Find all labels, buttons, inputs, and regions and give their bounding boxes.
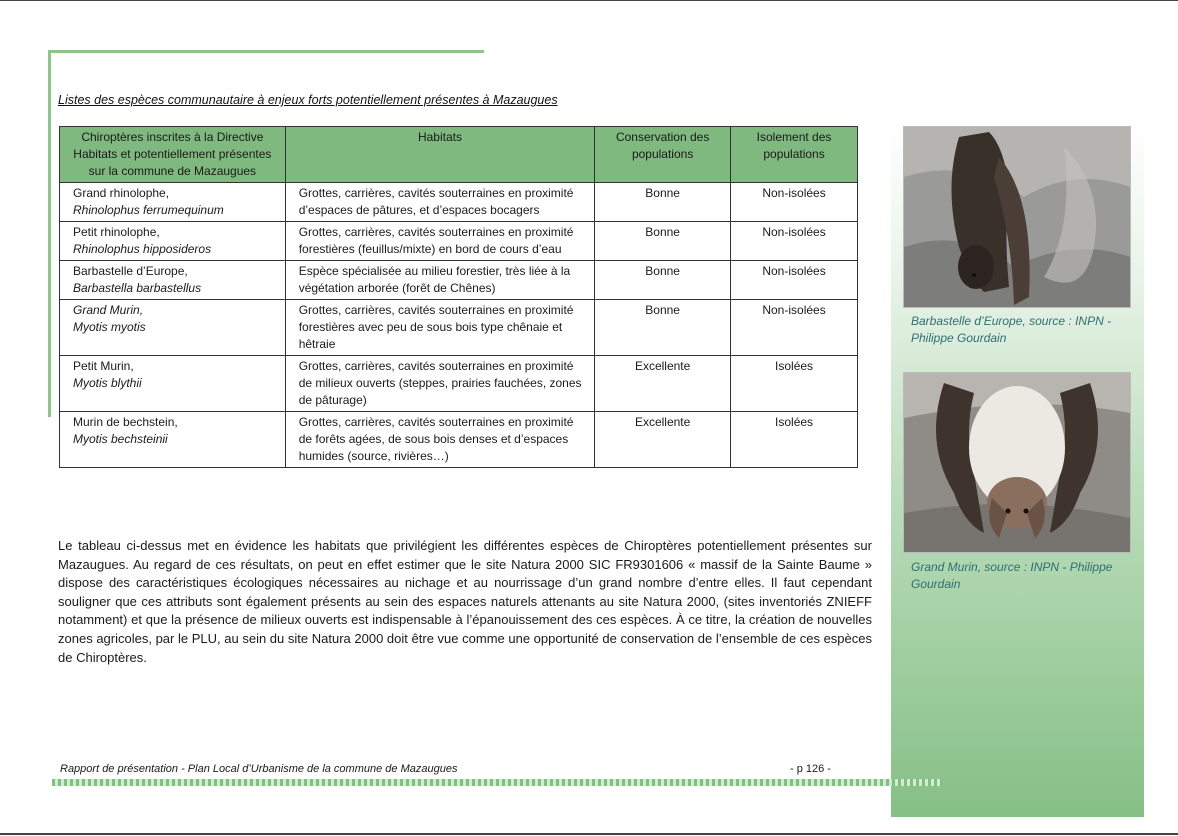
isolement-cell: Non-isolées [731, 222, 858, 261]
isolement-cell: Isolées [731, 356, 858, 412]
common-name: Murin de bechstein, [73, 415, 178, 429]
barbastelle-photo [903, 126, 1131, 308]
species-cell [60, 222, 286, 261]
common-name: Grand rhinolophe, [73, 186, 170, 200]
analysis-paragraph: Le tableau ci-dessus met en évidence les habitats que privilégient les différentes espèces de Chiroptères potentiellement présentes sur Mazaugues. Au regard de ces résultats, on peut en effet estimer que le site Natura 2000 SIC FR9301606 « massif de la Sainte Baume » dispose des caractéristiques écologiques nécessaires au nichage et au nourrissage d’un grand nombre d’entre elles. Il faut cependant souligner que ces attributs sont également présents au sein des espaces naturels attenants au site Natura 2000, (sites inventoriés ZNIEFF notamment) et que la présence de milieux ouverts est indispensable à l’épanouissement des ces espèces. À ce titre, la création de nouvelles zones agricoles, par le PLU, au sein du site Natura 2000 doit être vue comme une opportunité de conservation de l’ensemble de ces espèces de Chiroptères. [58, 538, 872, 665]
common-name: Petit rhinolophe, [73, 225, 160, 239]
table-row [60, 356, 858, 412]
conservation-cell: Excellente [595, 356, 731, 412]
species-cell [60, 356, 286, 412]
footer-page-number: - p 126 - [790, 763, 831, 775]
habitat-cell: Espèce spécialisée au milieu forestier, très liée à la végétation arborée (forêt de Chênes) [285, 261, 595, 300]
conservation-cell: Bonne [595, 222, 731, 261]
table-row [60, 412, 858, 468]
habitat-cell: Grottes, carrières, cavités souterraines en proximité de milieux ouverts (steppes, prairies fauchées, zones de pâturage) [285, 356, 595, 412]
grand-murin-photo-caption: Grand Murin, source : INPN - Philippe Gourdain [911, 560, 1113, 591]
footer-decorative-border [52, 779, 942, 786]
conservation-cell: Bonne [595, 183, 731, 222]
habitat-cell: Grottes, carrières, cavités souterraines en proximité d’espaces de pâtures, et d’espaces bocagers [285, 183, 595, 222]
footer-report-title: Rapport de présentation - Plan Local d’Urbanisme de la commune de Mazaugues [60, 763, 458, 775]
common-name: Petit Murin, [73, 359, 134, 373]
species-cell [60, 183, 286, 222]
barbastelle-photo-caption: Barbastelle d’Europe, source : INPN - Philippe Gourdain [911, 314, 1112, 345]
header-isolement: Isolement des populations [731, 127, 858, 183]
scientific-name: Myotis blythii [73, 376, 142, 390]
header-habitats: Habitats [285, 127, 595, 183]
isolement-cell: Non-isolées [731, 261, 858, 300]
table-row [60, 261, 858, 300]
isolement-cell: Non-isolées [731, 183, 858, 222]
conservation-cell: Bonne [595, 300, 731, 356]
header-conservation: Conservation des populations [595, 127, 731, 183]
decorative-green-line-vertical [48, 50, 51, 417]
table-row [60, 300, 858, 356]
scientific-name: Rhinolophus ferrumequinum [73, 203, 224, 217]
common-name: Grand Murin, [73, 303, 144, 317]
species-cell [60, 261, 286, 300]
species-table [59, 126, 858, 468]
habitat-cell: Grottes, carrières, cavités souterraines en proximité forestières avec peu de sous bois type chênaie et hêtraie [285, 300, 595, 356]
grand-murin-photo [903, 372, 1131, 553]
table-header-row [60, 127, 858, 183]
habitat-cell: Grottes, carrières, cavités souterraines en proximité forestières (feuillus/mixte) en bord de cours d’eau [285, 222, 595, 261]
species-list-title: Listes des espèces communautaire à enjeux forts potentiellement présentes à Mazaugues [58, 93, 558, 107]
isolement-cell: Non-isolées [731, 300, 858, 356]
scientific-name: Rhinolophus hipposideros [73, 242, 212, 256]
header-species: Chiroptères inscrites à la Directive Habitats et potentiellement présentes sur la commune de Mazaugues [60, 127, 286, 183]
habitat-cell: Grottes, carrières, cavités souterraines en proximité de forêts agées, de sous bois denses et d’espaces humides (source, rivières…) [285, 412, 595, 468]
table-row [60, 183, 858, 222]
isolement-cell: Isolées [731, 412, 858, 468]
conservation-cell: Excellente [595, 412, 731, 468]
scientific-name: Myotis bechsteinii [73, 432, 168, 446]
scientific-name: Myotis myotis [73, 320, 146, 334]
scientific-name: Barbastella barbastellus [73, 281, 202, 295]
table-row [60, 222, 858, 261]
common-name: Barbastelle d’Europe, [73, 264, 188, 278]
conservation-cell: Bonne [595, 261, 731, 300]
bottom-border-line [0, 833, 1178, 835]
decorative-green-line-horizontal [50, 50, 484, 53]
top-border-line [0, 0, 1178, 1]
species-cell [60, 412, 286, 468]
species-cell [60, 300, 286, 356]
